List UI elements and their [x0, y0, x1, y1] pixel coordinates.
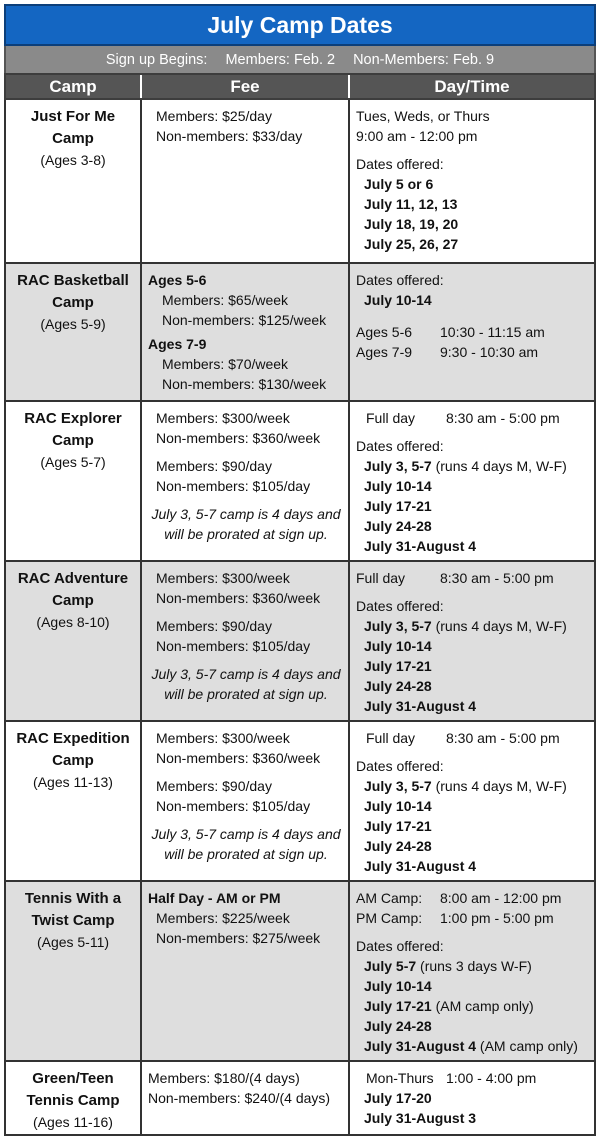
hours-value: 8:30 am - 5:00 pm — [440, 570, 554, 586]
fee-line: Non-members: $33/day — [156, 128, 303, 144]
date-item: July 31-August 3 — [364, 1110, 477, 1126]
fee-line: Members: $300/week — [156, 730, 290, 746]
proration-note: July 3, 5-7 camp is 4 days and — [151, 826, 341, 842]
signup-label: Sign up Begins: — [105, 51, 208, 68]
fee-line: Members: $300/week — [156, 570, 290, 586]
dates-offered-label: Dates offered: — [356, 758, 444, 774]
fee-line: Members: $90/day — [156, 458, 272, 474]
date-note: (runs 3 days W-F) — [416, 958, 532, 974]
proration-note: July 3, 5-7 camp is 4 days and — [151, 506, 341, 522]
table-row — [6, 560, 594, 720]
camp-cell — [6, 1062, 142, 1134]
camp-name-line: RAC Adventure — [17, 570, 129, 587]
dates-offered-label: Dates offered: — [356, 598, 444, 614]
date-bold: July 3, 5-7 — [364, 618, 432, 634]
proration-note: will be prorated at sign up. — [164, 686, 328, 702]
date-bold: July 17-21 — [364, 998, 432, 1014]
date-item: July 31-August 4 — [364, 698, 477, 714]
daytime-cell — [350, 1062, 594, 1134]
age-time-line — [356, 342, 590, 362]
date-item: July 10-14 — [364, 292, 432, 308]
date-bold: July 24-28 — [364, 1018, 432, 1034]
proration-note: will be prorated at sign up. — [164, 526, 328, 542]
camp-ages: (Ages 8-10) — [36, 614, 110, 630]
daytime-cell — [350, 402, 594, 560]
camp-name-line: Camp — [52, 752, 94, 769]
date-bold: July 3, 5-7 — [364, 458, 432, 474]
session-line — [356, 888, 590, 908]
camp-name-line: Green/Teen — [32, 1070, 114, 1087]
camp-name-line: RAC Explorer — [24, 410, 122, 427]
camp-ages: (Ages 5-7) — [40, 454, 106, 470]
session-time: 8:00 am - 12:00 pm — [440, 890, 562, 906]
fee-line: Members: $70/week — [162, 356, 289, 372]
hours-label: Mon-Thurs — [366, 1070, 434, 1086]
header-daytime: Day/Time — [434, 76, 510, 96]
date-note: (AM camp only) — [476, 1038, 578, 1054]
date-bold: July 3, 5-7 — [364, 778, 432, 794]
session-time: 1:00 pm - 5:00 pm — [440, 910, 554, 926]
hours-label: Full day — [366, 410, 416, 426]
hours-value: 8:30 am - 5:00 pm — [446, 730, 560, 746]
page-title: July Camp Dates — [4, 4, 596, 46]
table-row — [6, 262, 594, 400]
fee-cell — [142, 722, 350, 880]
fee-line: Non-members: $275/week — [156, 930, 321, 946]
daytime-cell — [350, 882, 594, 1060]
camp-ages: (Ages 3-8) — [40, 152, 106, 168]
camp-cell — [6, 402, 142, 560]
time-line: 9:00 am - 12:00 pm — [356, 128, 478, 144]
camp-name-line: Tennis Camp — [26, 1092, 120, 1109]
date-item: July 10-14 — [364, 798, 432, 814]
camp-name-line: Camp — [52, 592, 94, 609]
camp-ages: (Ages 11-13) — [33, 774, 113, 790]
fee-line: Non-members: $360/week — [156, 750, 321, 766]
session-line — [356, 908, 590, 928]
date-note: (runs 4 days M, W-F) — [431, 458, 567, 474]
fee-line: Members: $180/(4 days) — [148, 1070, 300, 1086]
table-row — [6, 1060, 594, 1134]
camp-ages: (Ages 5-11) — [36, 934, 110, 950]
hours-line — [356, 568, 590, 588]
date-item — [356, 976, 590, 996]
dates-offered-label: Dates offered: — [356, 438, 444, 454]
date-item: July 11, 12, 13 — [364, 196, 458, 212]
camp-name-line: Tennis With a — [24, 890, 122, 907]
hours-line — [356, 728, 590, 748]
fee-line: Non-members: $130/week — [162, 376, 327, 392]
daytime-cell — [350, 100, 594, 262]
age-label: Ages 7-9 — [356, 344, 413, 360]
dates-offered-label: Dates offered: — [356, 938, 444, 954]
date-item: July 31-August 4 — [364, 538, 477, 554]
signup-nonmembers: Non-Members: Feb. 9 — [353, 51, 495, 68]
fee-cell — [142, 100, 350, 262]
daytime-cell — [350, 562, 594, 720]
date-bold: July 5-7 — [364, 958, 417, 974]
date-item: July 17-20 — [364, 1090, 432, 1106]
session-label: PM Camp: — [356, 910, 423, 926]
date-note: (runs 4 days M, W-F) — [431, 778, 567, 794]
fee-line: Non-members: $360/week — [156, 590, 321, 606]
table-row — [6, 720, 594, 880]
date-item: July 17-21 — [364, 498, 432, 514]
day-line: Tues, Weds, or Thurs — [356, 108, 490, 124]
dates-offered-label: Dates offered: — [356, 156, 444, 172]
fee-cell — [142, 882, 350, 1060]
proration-note: July 3, 5-7 camp is 4 days and — [151, 666, 341, 682]
date-item: July 18, 19, 20 — [364, 216, 459, 232]
hours-value: 8:30 am - 5:00 pm — [446, 410, 560, 426]
time-value: 9:30 - 10:30 am — [440, 344, 539, 360]
camp-cell — [6, 882, 142, 1060]
date-item — [356, 776, 590, 796]
fee-line: Members: $25/day — [156, 108, 272, 124]
camp-name-line: Twist Camp — [31, 912, 115, 929]
fee-line: Non-members: $105/day — [156, 798, 311, 814]
fee-line: Members: $90/day — [156, 618, 272, 634]
table-header — [4, 73, 596, 100]
hours-line — [356, 408, 590, 428]
camp-name-line: Camp — [52, 432, 94, 449]
camp-cell — [6, 722, 142, 880]
date-note: (runs 4 days M, W-F) — [431, 618, 567, 634]
date-item: July 17-21 — [364, 818, 432, 834]
date-item — [356, 1016, 590, 1036]
date-item — [356, 616, 590, 636]
date-item: July 5 or 6 — [364, 176, 434, 192]
date-bold: July 10-14 — [364, 978, 432, 994]
fee-line: Non-members: $240/(4 days) — [148, 1090, 331, 1106]
date-item — [356, 996, 590, 1016]
fee-cell — [142, 1062, 350, 1134]
fee-cell — [142, 402, 350, 560]
date-item: July 17-21 — [364, 658, 432, 674]
date-item: July 25, 26, 27 — [364, 236, 459, 252]
camp-name-line: RAC Expedition — [16, 730, 130, 747]
date-item: July 24-28 — [364, 838, 432, 854]
camp-name-line: Camp — [52, 130, 94, 147]
camp-name-line: RAC Basketball — [17, 272, 129, 289]
hours-label: Full day — [366, 730, 416, 746]
fee-line: Members: $65/week — [162, 292, 289, 308]
fee-line: Members: $300/week — [156, 410, 290, 426]
date-item — [356, 456, 590, 476]
date-item — [356, 1036, 590, 1056]
fee-heading: Half Day - AM or PM — [148, 890, 281, 906]
daytime-cell — [350, 264, 594, 400]
date-item: July 24-28 — [364, 678, 432, 694]
fee-line: Non-members: $105/day — [156, 478, 311, 494]
date-item: July 10-14 — [364, 478, 432, 494]
fee-line: Members: $225/week — [156, 910, 290, 926]
session-label: AM Camp: — [356, 890, 423, 906]
fee-age-heading: Ages 7-9 — [148, 336, 207, 352]
hours-line — [356, 1068, 590, 1088]
proration-note: will be prorated at sign up. — [164, 846, 328, 862]
hours-value: 1:00 - 4:00 pm — [446, 1070, 537, 1086]
date-item: July 10-14 — [364, 638, 432, 654]
fee-cell — [142, 264, 350, 400]
table-row — [6, 880, 594, 1060]
camp-ages: (Ages 11-16) — [33, 1114, 113, 1130]
date-bold: July 31-August 4 — [364, 1038, 477, 1054]
hours-label: Full day — [356, 570, 406, 586]
date-note: (AM camp only) — [431, 998, 534, 1014]
age-label: Ages 5-6 — [356, 324, 413, 340]
signup-members: Members: Feb. 2 — [225, 51, 336, 68]
camp-cell — [6, 100, 142, 262]
date-item — [356, 956, 590, 976]
header-camp: Camp — [6, 75, 142, 98]
daytime-cell — [350, 722, 594, 880]
time-value: 10:30 - 11:15 am — [440, 324, 545, 340]
table-row — [6, 100, 594, 262]
camp-ages: (Ages 5-9) — [40, 316, 106, 332]
camp-name-line: Camp — [52, 294, 94, 311]
fee-line: Members: $90/day — [156, 778, 272, 794]
camp-cell — [6, 264, 142, 400]
age-time-line — [356, 322, 590, 342]
fee-line: Non-members: $125/week — [162, 312, 327, 328]
fee-line: Non-members: $360/week — [156, 430, 321, 446]
fee-age-heading: Ages 5-6 — [148, 272, 207, 288]
signup-banner — [4, 46, 596, 73]
dates-offered-label: Dates offered: — [356, 272, 444, 288]
date-item: July 24-28 — [364, 518, 432, 534]
camp-name-line: Just For Me — [30, 108, 116, 125]
table-row — [6, 400, 594, 560]
camp-cell — [6, 562, 142, 720]
fee-line: Non-members: $105/day — [156, 638, 311, 654]
fee-cell — [142, 562, 350, 720]
camp-table — [4, 100, 596, 1136]
header-fee: Fee — [142, 75, 350, 98]
date-item: July 31-August 4 — [364, 858, 477, 874]
